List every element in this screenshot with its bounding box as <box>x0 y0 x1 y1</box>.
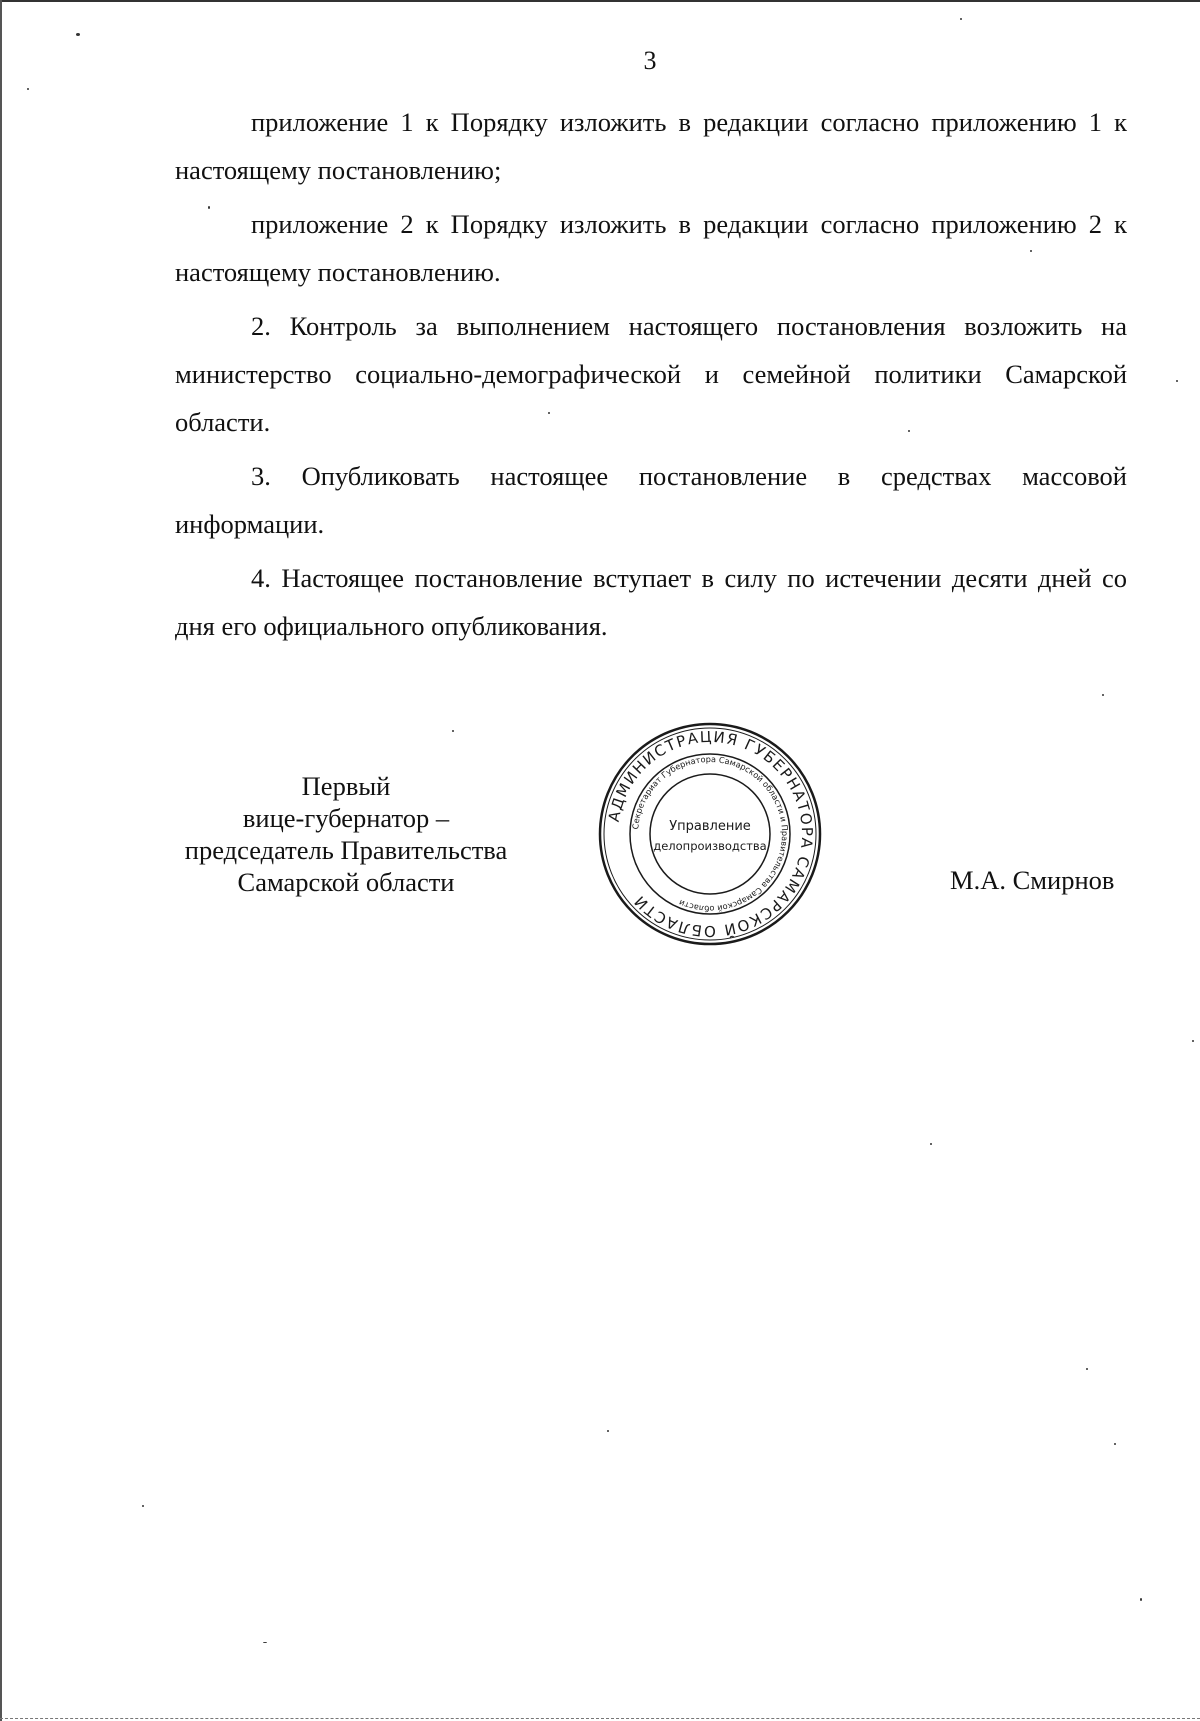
scan-speck <box>1086 1368 1088 1370</box>
official-stamp <box>596 720 824 948</box>
scan-speck <box>76 33 80 36</box>
signatory-position <box>160 770 532 898</box>
paragraph-appendix-1: приложение 1 к Порядку изложить в редакции согласно приложению 1 к настоящему постановлению; <box>175 107 1127 185</box>
page-top-edge <box>0 0 1200 2</box>
scan-speck <box>452 730 454 732</box>
scan-speck <box>27 88 29 90</box>
signatory-name: М.А. Смирнов <box>950 865 1115 895</box>
scan-speck <box>548 412 550 414</box>
scan-speck <box>263 1642 267 1643</box>
scan-speck <box>142 1505 144 1507</box>
stamp-seal-graphic <box>596 720 824 948</box>
scan-speck <box>1176 380 1178 382</box>
signatory-position-line: вице-губернатор – <box>242 803 450 833</box>
scan-speck <box>208 206 210 209</box>
page-bottom-edge <box>0 1717 1200 1719</box>
scan-speck <box>960 18 962 20</box>
scan-speck <box>607 1430 609 1432</box>
svg-text:АДМИНИСТРАЦИЯ ГУБЕРНАТОРА САМА: АДМИНИСТРАЦИЯ ГУБЕРНАТОРА САМАРСКОЙ ОБЛАСТИ <box>604 727 817 941</box>
scan-speck <box>1192 1040 1194 1042</box>
svg-text:Управление: Управление <box>669 819 751 834</box>
scan-speck <box>908 430 910 432</box>
svg-text:Секретариат Губернатора Самарс: Секретариат Губернатора Самарской области и Правительства Самарской области <box>630 753 791 915</box>
signatory-position-line: председатель Правительства <box>184 835 508 865</box>
paragraph-appendix-2: приложение 2 к Порядку изложить в редакции согласно приложению 2 к настоящему постановлению. <box>175 209 1127 287</box>
scan-speck <box>1114 1443 1116 1445</box>
page-number: 3 <box>643 46 657 75</box>
svg-text:делопроизводства: делопроизводства <box>653 839 767 853</box>
document-body <box>175 98 1127 650</box>
scan-speck <box>1102 694 1104 696</box>
scan-speck <box>1030 250 1032 252</box>
paragraph-publish: 3. Опубликовать настоящее постановление в средствах массовой информации. <box>175 461 1127 539</box>
scan-speck <box>1140 1598 1142 1601</box>
paragraph-effective-date: 4. Настоящее постановление вступает в силу по истечении десяти дней со дня его официального опубликования. <box>175 563 1127 641</box>
signatory-position-line: Первый <box>301 771 391 801</box>
scan-speck <box>930 1143 932 1145</box>
page-left-edge <box>0 0 2 1721</box>
signatory-position-line: Самарской области <box>237 867 455 897</box>
paragraph-control: 2. Контроль за выполнением настоящего постановления возложить на министерство социально-демографической и семейной политики Самарской области. <box>175 311 1127 437</box>
